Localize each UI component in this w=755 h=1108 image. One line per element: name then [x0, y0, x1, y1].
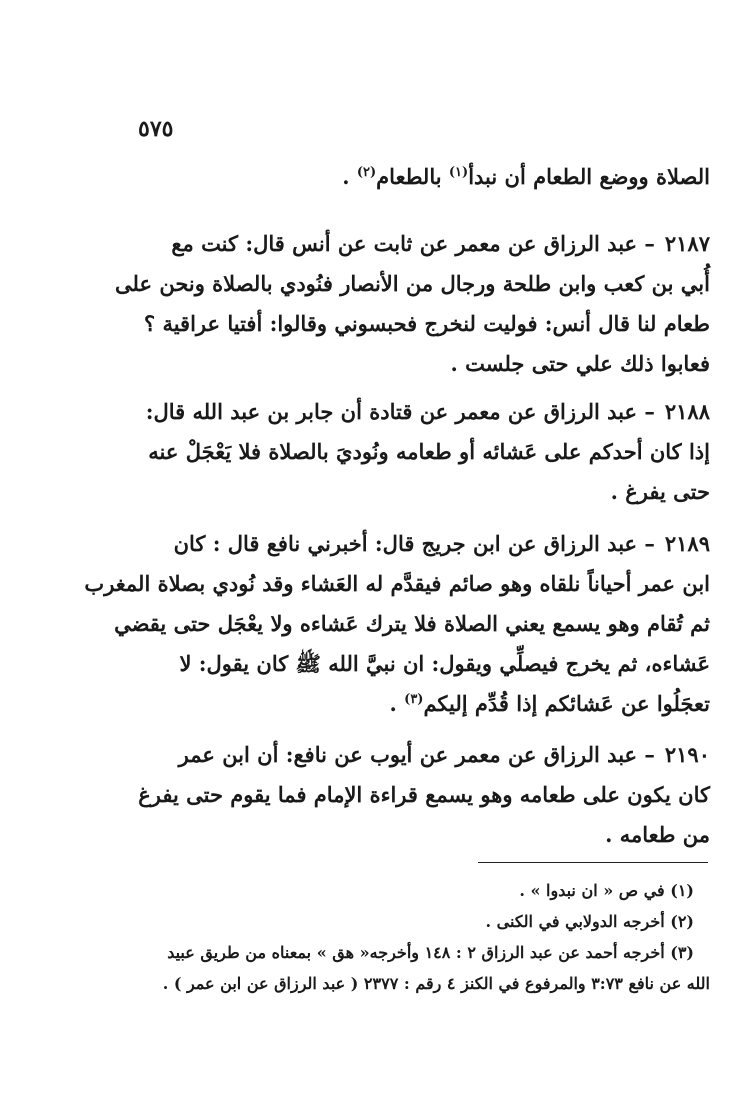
footnote-1: (١) في ص « ان نبدوا » . [519, 881, 694, 900]
footnote-3: (٣) أخرجه أحمد عن عبد الرزاق ٢ : ١٤٨ وأخرجه« هق » بمعناه من طريق عبيد [167, 943, 694, 962]
text-line: ثم تُقام وهو يسمع يعني الصلاة فلا يترك عَشاءه ولا يعْجَل حتى يقضي [114, 611, 710, 636]
hadith-number: ٢١٨٩ [664, 531, 710, 556]
hadith-2190 [138, 735, 710, 855]
hadith-number: ٢١٨٨ [664, 399, 710, 424]
text-line: ٢١٨٩– عبد الرزاق عن ابن جريج قال: أخبرني نافع قال : كان [173, 531, 710, 556]
text-line: ٢١٨٨– عبد الرزاق عن معمر عن قتادة أن جابر بن عبد الله قال: [145, 399, 710, 424]
page-number: ٥٧٥ [138, 116, 174, 142]
text-line: إذا كان أحدكم على عَشائه أو طعامه ونُوديَ بالصلاة فلا يَعْجَلْ عنه [148, 439, 710, 464]
hadith-number: ٢١٩٠ [664, 742, 710, 767]
hadith-2187 [115, 224, 710, 384]
footnote-ref-1: (١) [448, 165, 469, 180]
text-line: كان يكون على طعامه وهو يسمع قراءة الإمام فما يقوم حتى يفرغ [138, 782, 710, 807]
intro-paragraph [162, 157, 710, 197]
footnote-divider [478, 862, 708, 863]
text-line: من طعامه . [605, 822, 710, 847]
intro-line: الصلاة ووضع الطعام أن نبدأ$^{(١)}$ بالطعام$^{(٢)}$ . [342, 164, 710, 189]
text-line: حتى يفرغ . [610, 479, 710, 504]
text-line: ٢١٩٠– عبد الرزاق عن معمر عن أيوب عن نافع: أن ابن عمر [178, 742, 710, 767]
footnote-ref-2: (٢) [356, 165, 377, 180]
footnote-2: (٢) أخرجه الدولابي في الكنى . [485, 912, 694, 931]
footnote-3-continued: الله عن نافع ٣:٧٣ والمرفوع في الكنز ٤ رقم : ٢٣٧٧ ( عبد الرزاق عن ابن عمر ) . [162, 974, 710, 993]
footnote-ref-3: (٣) [404, 692, 424, 707]
text-line: ٢١٨٧– عبد الرزاق عن معمر عن ثابت عن أنس قال: كنت مع [171, 231, 710, 256]
text-line: طعام لنا قال أنس: فوليت لنخرج فحبسوني وقالوا: أفتيا عراقية ؟ [143, 311, 710, 336]
text-line: ابن عمر أحياناً نلقاه وهو صائم فيقدَّم له العَشاء وقد نُودي بصلاة المغرب [84, 571, 710, 596]
footnotes [152, 875, 710, 999]
text-line: أُبي بن كعب وابن طلحة ورجال من الأنصار فنُودي بالصلاة ونحن على [115, 271, 710, 296]
text-line: تعجَلُوا عن عَشائكم إذا قُدِّم إليكم$^{(٣)}$ . [389, 691, 710, 716]
hadith-2188 [145, 392, 710, 512]
text-line: فعابوا ذلك علي حتى جلست . [450, 351, 710, 376]
hadith-2189 [84, 524, 710, 724]
text-line: عَشاءه، ثم يخرج فيصلِّي ويقول: ان نبيَّ الله ﷺ كان يقول: لا [179, 651, 710, 676]
hadith-number: ٢١٨٧ [664, 231, 710, 256]
